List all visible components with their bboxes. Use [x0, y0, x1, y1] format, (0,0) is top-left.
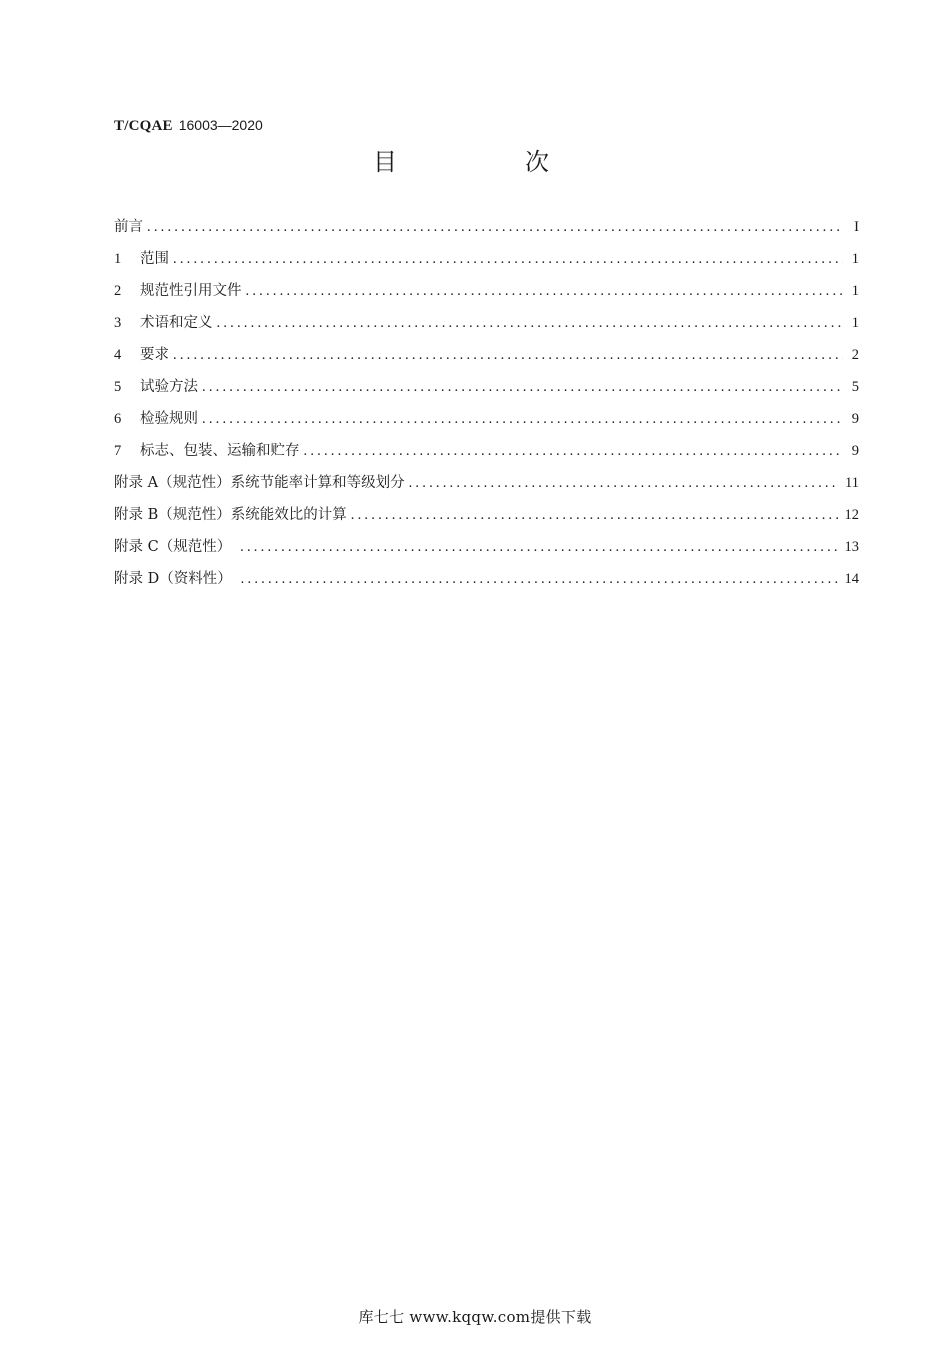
- page-title: 目 次: [373, 148, 601, 176]
- download-source-footer: 库七七 www.kqqw.com提供下载: [358, 1308, 592, 1326]
- toc-entry-label: 范围: [140, 251, 169, 267]
- toc-page-number: 9: [851, 411, 859, 427]
- table-of-contents: [114, 211, 859, 595]
- toc-leader-dots: [241, 563, 839, 595]
- toc-leader-dots: [217, 307, 844, 339]
- toc-leader-dots: [147, 211, 843, 243]
- toc-entry-label: 附录 B（规范性）系统能效比的计算: [114, 507, 347, 523]
- toc-entry-7[interactable]: [114, 435, 859, 467]
- toc-entry-label: 前言: [114, 219, 143, 235]
- toc-entry-label: 附录 A（规范性）系统节能率计算和等级划分: [114, 475, 405, 491]
- toc-leader-dots: [304, 435, 844, 467]
- toc-leader-dots: [173, 243, 843, 275]
- toc-leader-dots: [173, 339, 843, 371]
- toc-leader-dots: [240, 531, 838, 563]
- toc-entry-6[interactable]: [114, 403, 859, 435]
- toc-entry-index: 7: [114, 443, 122, 459]
- toc-entry-appendix-a[interactable]: [114, 467, 859, 499]
- toc-entry-appendix-d[interactable]: [114, 563, 859, 595]
- toc-entry-label: 检验规则: [140, 411, 198, 427]
- toc-page-number: 1: [851, 251, 859, 267]
- toc-entry-label: 试验方法: [140, 379, 198, 395]
- toc-entry-index: 1: [114, 251, 122, 267]
- standard-code: T/CQAE: [114, 118, 173, 134]
- toc-entry-index: 6: [114, 411, 122, 427]
- toc-entry-label: 规范性引用文件: [140, 283, 242, 299]
- standard-number: 16003—2020: [178, 117, 263, 133]
- toc-leader-dots: [351, 499, 839, 531]
- toc-leader-dots: [202, 371, 843, 403]
- toc-entry-appendix-c[interactable]: [114, 531, 859, 563]
- toc-page-number: 13: [844, 539, 859, 555]
- toc-page-number: I: [854, 219, 859, 235]
- toc-page-number: 14: [844, 571, 859, 587]
- toc-entry-appendix-b[interactable]: [114, 499, 859, 531]
- toc-entry-index: 5: [114, 379, 122, 395]
- toc-page-number: 2: [851, 347, 859, 363]
- toc-entry-3[interactable]: [114, 307, 859, 339]
- toc-page-number: 5: [851, 379, 859, 395]
- toc-entry-index: 2: [114, 283, 122, 299]
- toc-entry-label: 附录 D（资料性）: [114, 571, 232, 587]
- toc-entry-index: 3: [114, 315, 122, 331]
- toc-page-number: 1: [851, 315, 859, 331]
- toc-entry-1[interactable]: [114, 243, 859, 275]
- toc-entry-2[interactable]: [114, 275, 859, 307]
- toc-entry-4[interactable]: [114, 339, 859, 371]
- toc-entry-label: 要求: [140, 347, 169, 363]
- toc-entry-5[interactable]: [114, 371, 859, 403]
- toc-leader-dots: [409, 467, 839, 499]
- toc-page-number: 1: [851, 283, 859, 299]
- toc-entry-foreword[interactable]: [114, 211, 859, 243]
- toc-entry-label: 术语和定义: [140, 315, 213, 331]
- toc-leader-dots: [246, 275, 844, 307]
- toc-page-number: 12: [844, 507, 859, 523]
- toc-entry-index: 4: [114, 347, 122, 363]
- standard-identifier: [114, 115, 263, 136]
- toc-entry-label: 附录 C（规范性）: [114, 539, 232, 555]
- toc-page-number: 11: [845, 475, 859, 491]
- toc-entry-label: 标志、包装、运输和贮存: [140, 443, 300, 459]
- toc-leader-dots: [202, 403, 843, 435]
- toc-page-number: 9: [851, 443, 859, 459]
